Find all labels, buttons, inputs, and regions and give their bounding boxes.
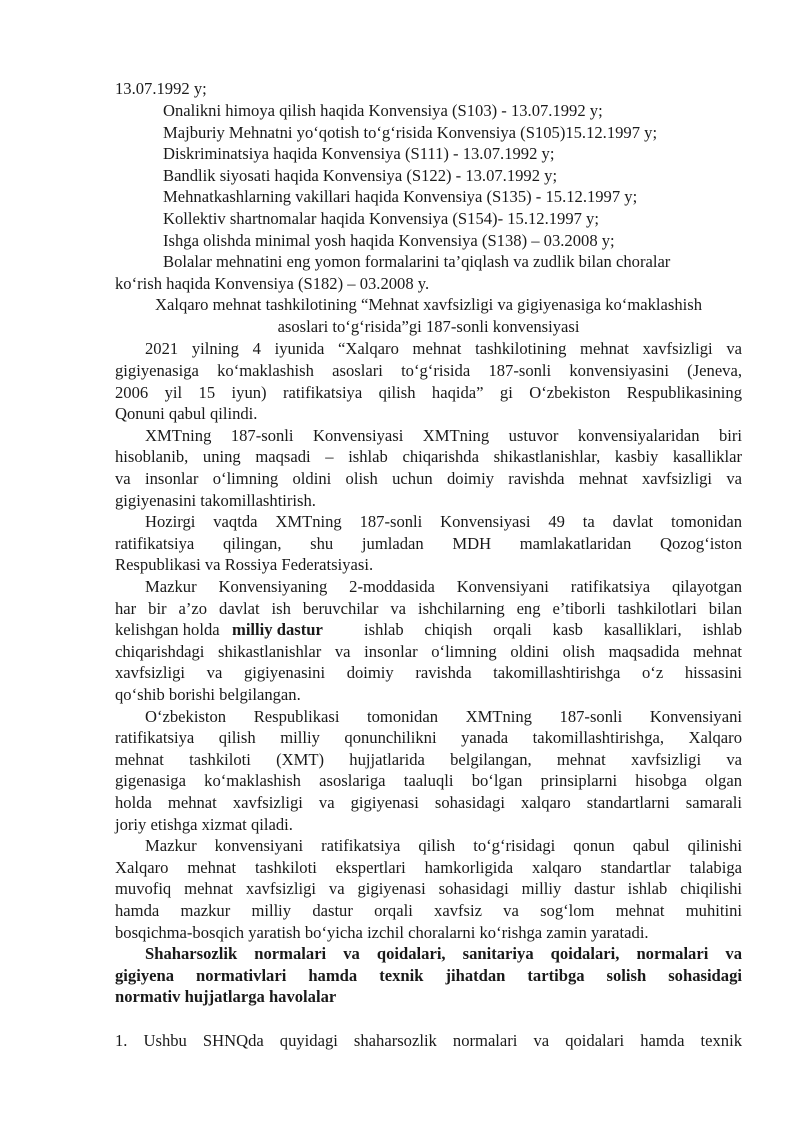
- paragraph-line: va insonlar o‘limning oldini olish uchun doimiy ravishda mehnat xavfsizligi va: [115, 469, 742, 488]
- paragraph-line: bosqichma-bosqich yaratish bo‘yicha izchil choralarni ko‘rishga zamin yaratadi.: [115, 923, 649, 942]
- bold-phrase: milliy dastur: [232, 620, 323, 639]
- paragraph-line: ratifikatsiya qilish milliy qonunchilikni yanada takomillashtirishga, Xalqaro: [115, 728, 742, 747]
- paragraph-line: 2006 yil 15 iyun) ratifikatsiya qilish haqida” gi O‘zbekiston Respublikasining: [115, 383, 742, 402]
- paragraph-line: Respublikasi va Rossiya Federatsiyasi.: [115, 555, 374, 574]
- section-title: Xalqaro mehnat tashkilotining “Mehnat xavfsizligi va gigiyenasiga ko‘maklashish: [154, 295, 702, 314]
- paragraph-line: holda mehnat xavfsizligi va gigiyenasi sohasidagi xalqaro standartlarni samarali: [115, 793, 742, 812]
- convention-list-item: Majburiy Mehnatni yo‘qotish to‘g‘risida Konvensiya (S105)15.12.1997 y;: [163, 123, 658, 142]
- paragraph-line: joriy etishga xizmat qiladi.: [115, 815, 293, 834]
- paragraph-line: Qonuni qabul qilindi.: [115, 404, 258, 423]
- paragraph-line: ishlab chiqish orqali kasb kasalliklari, ishlab: [364, 620, 742, 639]
- convention-list-item: Ishga olishda minimal yosh haqida Konvensiya (S138) – 03.2008 y;: [163, 231, 615, 250]
- paragraph-line: O‘zbekiston Respublikasi tomonidan XMTning 187-sonli Konvensiyani: [145, 707, 742, 726]
- section-heading: normativ hujjatlarga havolalar: [115, 987, 337, 1006]
- paragraph-line: hamda mazkur milliy dastur orqali xavfsiz va sog‘lom mehnat muhitini: [115, 901, 742, 920]
- paragraph-line: ratifikatsiya qilingan, shu jumladan MDH mamlakatlaridan Qozog‘iston: [115, 534, 742, 553]
- paragraph-line: kelishgan holda: [115, 620, 220, 639]
- convention-list-item: Mehnatkashlarning vakillari haqida Konvensiya (S135) - 15.12.1997 y;: [163, 187, 638, 206]
- paragraph-line: XMTning 187-sonli Konvensiyasi XMTning ustuvor konvensiyalaridan biri: [145, 426, 742, 445]
- paragraph-line: chiqarishdagi shikastlanishlar va insonlar o‘limning oldini olish maqsadida mehnat: [115, 642, 742, 661]
- convention-list-item: Bolalar mehnatini eng yomon formalarini ta’qiqlash va zudlik bilan choralar: [163, 252, 671, 271]
- paragraph-line: Hozirgi vaqtda XMTning 187-sonli Konvensiyasi 49 ta davlat tomonidan: [145, 512, 742, 531]
- paragraph-line: Xalqaro mehnat tashkiloti ekspertlari hamkorligida xalqaro standartlar talabiga: [115, 858, 742, 877]
- paragraph-line: Mazkur Konvensiyaning 2-moddasida Konvensiyani ratifikatsiya qilayotgan: [145, 577, 742, 596]
- paragraph-line: mehnat tashkiloti (XMT) hujjatlarida belgilangan, mehnat xavfsizligi va: [115, 750, 742, 769]
- convention-list-item: Kollektiv shartnomalar haqida Konvensiya (S154)- 15.12.1997 y;: [163, 209, 599, 228]
- convention-list-item: Diskriminatsiya haqida Konvensiya (S111) - 13.07.1992 y;: [163, 144, 555, 163]
- convention-list-item: Bandlik siyosati haqida Konvensiya (S122) - 13.07.1992 y;: [163, 166, 558, 185]
- paragraph-line: qo‘shib borishi belgilangan.: [115, 685, 301, 704]
- section-title: asoslari to‘g‘risida”gi 187-sonli konvensiyasi: [277, 317, 580, 336]
- paragraph-line: hisoblanib, uning maqsadi – ishlab chiqarishda shikastlanishlar, kasbiy kasalliklar: [115, 447, 742, 466]
- paragraph-line: har bir a’zo davlat ish beruvchilar va ishchilarning eng e’tiborli tashkilotlari bilan: [115, 599, 742, 618]
- paragraph-line: gigiyenasiga ko‘maklashish asoslari to‘g‘risida 187-sonli konvensiyasini (Jeneva,: [115, 361, 742, 380]
- paragraph-line: xavfsizligi va gigiyenasini doimiy ravishda takomillashtirishga o‘z hissasini: [115, 663, 742, 682]
- section-heading: gigiyena normativlari hamda texnik jihatdan tartibga solish sohasidagi: [115, 966, 742, 985]
- paragraph-line: gigiyenasini takomillashtirish.: [115, 491, 316, 510]
- paragraph-line: Mazkur konvensiyani ratifikatsiya qilish to‘g‘risidagi qonun qabul qilinishi: [145, 836, 742, 855]
- text-line: ko‘rish haqida Konvensiya (S182) – 03.2008 y.: [115, 274, 430, 293]
- paragraph-line: muvofiq mehnat xavfsizligi va gigiyenasi sohasidagi milliy dastur ishlab chiqilishi: [115, 879, 742, 898]
- text-line: 13.07.1992 y;: [115, 79, 207, 98]
- paragraph-line: gigenasiga ko‘maklashish asoslariga taaluqli bo‘lgan prinsiplarni hisobga olgan: [115, 771, 742, 790]
- section-heading: Shaharsozlik normalari va qoidalari, sanitariya qoidalari, normalari va: [145, 944, 742, 963]
- convention-list-item: Onalikni himoya qilish haqida Konvensiya (S103) - 13.07.1992 y;: [163, 101, 603, 120]
- paragraph-line: 2021 yilning 4 iyunida “Xalqaro mehnat tashkilotining mehnat xavfsizligi va: [145, 339, 742, 358]
- numbered-item: 1. Ushbu SHNQda quyidagi shaharsozlik normalari va qoidalari hamda texnik: [115, 1031, 742, 1050]
